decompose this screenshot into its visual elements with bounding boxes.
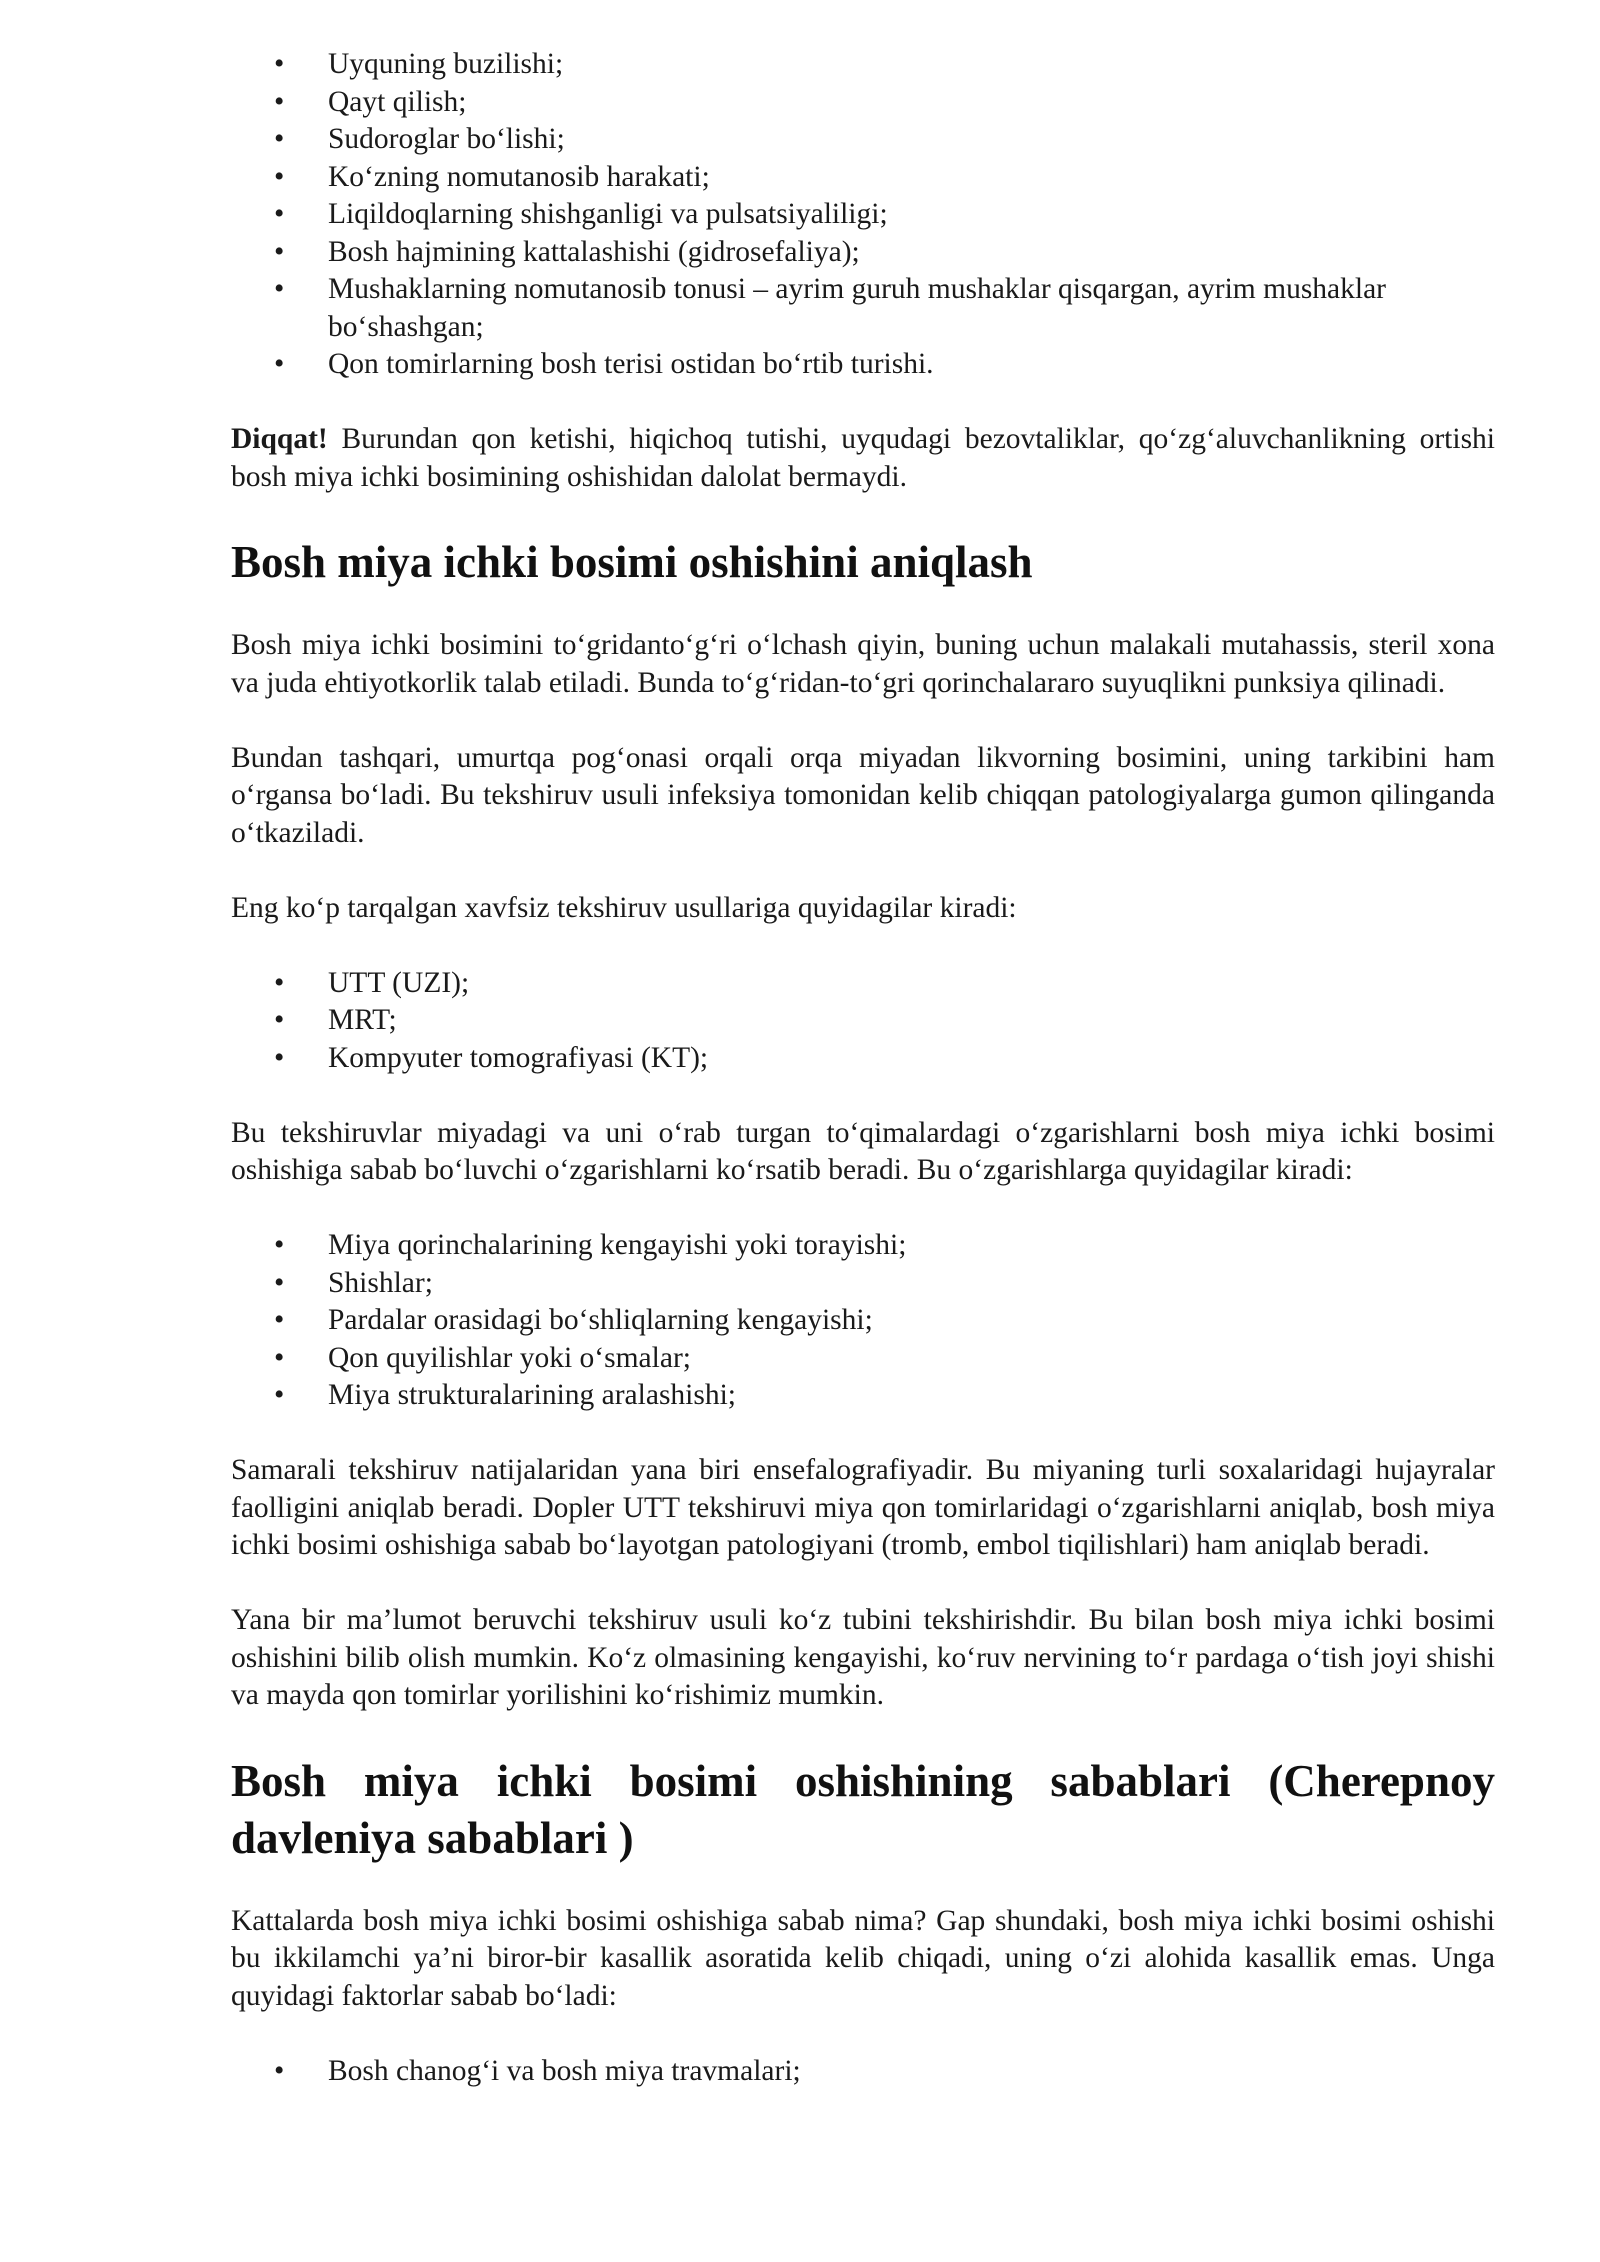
- list-item: • Bosh chanog‘i va bosh miya travmalari;: [231, 2053, 1495, 2091]
- list-item: • Miya strukturalarining aralashishi;: [231, 1377, 1495, 1415]
- paragraph: Yana bir ma’lumot beruvchi tekshiruv usuli ko‘z tubini tekshirishdir. Bu bilan bosh miya ichki bosimi oshishini bilib olish mumkin. Ko‘z olmasining kengayishi, ko‘ruv nervining to‘r pardaga o‘tish joyi shishi va mayda qon tomirlar yorilishini ko‘rishimiz mumkin.: [231, 1604, 1495, 1711]
- list-item: • Uyquning buzilishi;: [231, 46, 1495, 84]
- list-item: • Pardalar orasidagi bo‘shliqlarning kengayishi;: [231, 1302, 1495, 1340]
- attention-label: Diqqat!: [231, 423, 328, 455]
- list-item: • UTT (UZI);: [231, 965, 1495, 1003]
- list-item: • Mushaklarning nomutanosib tonusi – ayrim guruh mushaklar qisqargan, ayrim mushaklar bo‘shashgan;: [231, 271, 1495, 346]
- section-heading-causes: Bosh miya ichki bosimi oshishining sabablari (Cherepnoy davleniya sabablari ): [231, 1755, 1495, 1863]
- paragraph: Bundan tashqari, umurtqa pog‘onasi orqali orqa miyadan likvorning bosimini, uning tarkibini ham o‘rgansa bo‘ladi. Bu tekshiruv usuli infeksiya tomonidan kelib chiqqan patologiyalarga gumon qilinganda o‘tkaziladi.: [231, 741, 1495, 849]
- document-page: [231, 46, 1495, 2090]
- list-item: • Qon quyilishlar yoki o‘smalar;: [231, 1340, 1495, 1378]
- paragraph: Samarali tekshiruv natijalaridan yana biri ensefalografiyadir. Bu miyaning turli soxalaridagi hujayralar faolligini aniqlab beradi. Dopler UTT tekshiruvi miya qon tomirlaridagi o‘zgarishlarni aniqlab, bosh miya ichki bosimi oshishiga sabab bo‘layotgan patologiyani (tromb, embol tiqilishlari) ham aniqlab beradi.: [231, 1454, 1495, 1561]
- list-item: • Qon tomirlarning bosh terisi ostidan bo‘rtib turishi.: [231, 346, 1495, 384]
- causes-list: [231, 2053, 1495, 2091]
- section-heading-diagnosis: Bosh miya ichki bosimi oshishini aniqlash: [231, 537, 1033, 587]
- attention-paragraph: [231, 421, 1495, 496]
- paragraph: Bosh miya ichki bosimini to‘gridanto‘g‘ri o‘lchash qiyin, buning uchun malakali mutahassis, steril xona va juda ehtiyotkorlik talab etiladi. Bunda to‘g‘ridan-to‘gri qorinchalararo suyuqlikni punksiya qilinadi.: [231, 629, 1495, 699]
- symptoms-list: [231, 46, 1495, 384]
- list-item: • Kompyuter tomografiyasi (KT);: [231, 1040, 1495, 1078]
- exam-methods-list: [231, 965, 1495, 1078]
- attention-text: Burundan qon ketishi, hiqichoq tutishi, uyqudagi bezovtaliklar, qo‘zg‘aluvchanlikning ortishi bosh miya ichki bosimining oshishidan dalolat bermaydi.: [231, 423, 1495, 493]
- list-item: • Ko‘zning nomutanosib harakati;: [231, 159, 1495, 197]
- paragraph: Kattalarda bosh miya ichki bosimi oshishiga sabab nima? Gap shundaki, bosh miya ichki bosimi oshishi bu ikkilamchi ya’ni biror-bir kasallik asoratida kelib chiqadi, uning o‘zi alohida kasallik emas. Unga quyidagi faktorlar sabab bo‘ladi:: [231, 1904, 1495, 2012]
- list-item: • Liqildoqlarning shishganligi va pulsatsiyaliligi;: [231, 196, 1495, 234]
- list-item: • Sudoroglar bo‘lishi;: [231, 121, 1495, 159]
- paragraph: Bu tekshiruvlar miyadagi va uni o‘rab turgan to‘qimalardagi o‘zgarishlarni bosh miya ichki bosimi oshishiga sabab bo‘luvchi o‘zgarishlarni ko‘rsatib beradi. Bu o‘zgarishlarga quyidagilar kiradi:: [231, 1116, 1495, 1186]
- list-item: • MRT;: [231, 1002, 1495, 1040]
- list-item: • Bosh hajmining kattalashishi (gidrosefaliya);: [231, 234, 1495, 272]
- list-item: • Qayt qilish;: [231, 84, 1495, 122]
- paragraph: Eng ko‘p tarqalgan xavfsiz tekshiruv usullariga quyidagilar kiradi:: [231, 891, 1017, 924]
- changes-list: [231, 1227, 1495, 1415]
- list-item: • Miya qorinchalarining kengayishi yoki torayishi;: [231, 1227, 1495, 1265]
- list-item: • Shishlar;: [231, 1265, 1495, 1303]
